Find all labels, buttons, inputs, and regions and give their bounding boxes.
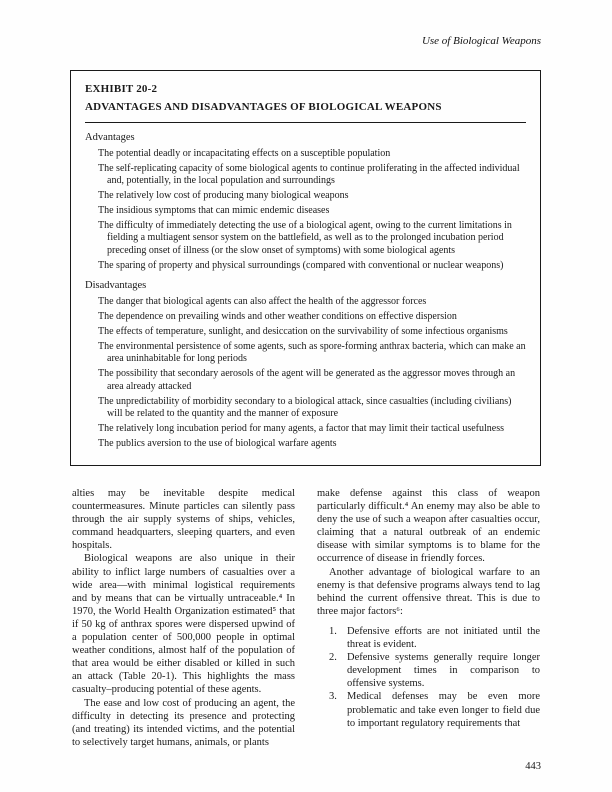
body-paragraph: The ease and low cost of producing an agent, the difficulty in detecting its presence and protecting (and treating) its intended victims, and the potential to selectively target humans, animals, or plants [72, 697, 295, 748]
numbered-list-item [317, 625, 540, 651]
left-column [72, 487, 295, 749]
numbered-list-item [317, 690, 540, 729]
exhibit-item: The sparing of property and physical surroundings (compared with conventional or nuclear weapons) [98, 259, 504, 271]
exhibit-item: The relatively long incubation period for many agents, a factor that may limit their tactical usefulness [98, 422, 504, 434]
disadvantages-heading: Disadvantages [85, 280, 147, 292]
exhibit-item: The environmental persistence of some agents, such as spore-forming anthrax bacteria, which can make an area uninhabitable for long periods [98, 340, 526, 365]
body-text-columns [72, 487, 540, 749]
body-paragraph: make defense against this class of weapon particularly difficult.⁴ An enemy may also be able to deny the use of such a weapon after casualties occur, claiming that a natural outbreak of an endemic disease with similar symptoms is to blame for the occurrence of disease in friendly forces. [317, 488, 540, 565]
page-number: 443 [525, 761, 541, 772]
exhibit-item: The publics aversion to the use of biological warfare agents [98, 437, 337, 449]
body-paragraph: Another advantage of biological warfare to an enemy is that defensive programs always tend to lag behind the current offensive threat. This is due to three major factors⁶: [317, 566, 540, 617]
exhibit-item: The potential deadly or incapacitating effects on a susceptible population [98, 148, 391, 159]
exhibit-item: The difficulty of immediately detecting the use of a biological agent, owing to the current limitations in fielding a multiagent sensor system on the battlefield, as well as to the prolonged incubation period preceding onset of illness (or the slow onset of symptoms) with some biological agents [98, 220, 512, 256]
exhibit-item: The effects of temperature, sunlight, and desiccation on the survivability of some infectious organisms [98, 325, 508, 337]
list-number: 2. [329, 652, 337, 664]
exhibit-item: The self-replicating capacity of some biological agents to continue proliferating in the affected individual and, potentially, in the local population and surroundings [98, 162, 520, 187]
exhibit-item: The unpredictability of morbidity secondary to a biological attack, since casualties (including civilians) will be related to the quantity and the manner of exposure [98, 395, 512, 419]
list-text: Medical defenses may be even more problematic and take even longer to field due to important regulatory requirements that [347, 691, 540, 729]
exhibit-divider-rule [85, 122, 526, 123]
exhibit-item: The danger that biological agents can also affect the health of the aggressor forces [98, 296, 427, 308]
advantages-heading: Advantages [85, 132, 135, 143]
right-column [317, 487, 540, 749]
exhibit-label: EXHIBIT 20-2 [85, 83, 158, 95]
exhibit-title: ADVANTAGES AND DISADVANTAGES OF BIOLOGICAL WEAPONS [85, 101, 442, 113]
exhibit-item: The insidious symptoms that can mimic endemic diseases [98, 205, 330, 217]
list-text: Defensive systems generally require longer development times in comparison to offensive systems. [347, 652, 540, 690]
list-number: 1. [329, 625, 337, 637]
exhibit-box [70, 70, 541, 466]
body-paragraph: Biological weapons are also unique in their ability to inflict large numbers of casualties over a wide area—with minimal logistical requirements and by means that can be virtually untraceable.⁴ In 1970, the World Health Organization estimated⁵ that if 50 kg of anthrax spores were dispersed upwind of a population center of 500,000 people in optimal weather conditions, almost half of the population of that area would be either disabled or killed in such an attack (Table 20-1). This highlights the mass casualty–producing potential of these agents. [72, 553, 295, 696]
exhibit-item: The possibility that secondary aerosols of the agent will be generated as the aggressor moves through an area already attacked [98, 368, 516, 392]
running-head: Use of Biological Weapons [421, 35, 541, 47]
numbered-list-item [317, 651, 540, 690]
body-paragraph: alties may be inevitable despite medical countermeasures. Minute particles can silently pass through the air supply systems of ships, vehicles, command headquarters, sleeping quarters, and even hospitals. [72, 488, 295, 552]
list-number: 3. [329, 691, 337, 703]
numbered-list [317, 625, 540, 730]
exhibit-item: The dependence on prevailing winds and other weather conditions on effective dispersion [98, 311, 457, 323]
exhibit-item: The relatively low cost of producing many biological weapons [98, 190, 349, 202]
list-text: Defensive efforts are not initiated until the threat is evident. [347, 625, 540, 651]
